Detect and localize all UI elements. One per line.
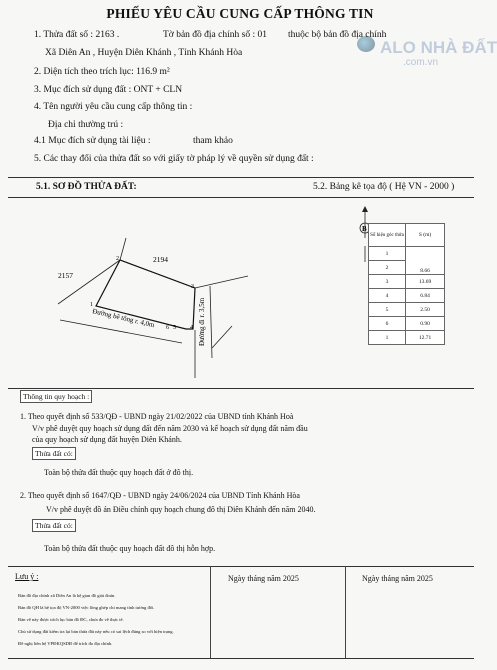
parcel-label-left: 2157 (58, 271, 73, 280)
watermark-domain: .com.vn (403, 57, 439, 68)
coord-point: 3 (369, 275, 406, 289)
coord-distance: 8.66 (406, 247, 445, 275)
vertex-label: 5 (173, 325, 176, 331)
coord-header-distance: S (m) (406, 224, 445, 247)
north-label: B (362, 225, 367, 233)
planning-note-1: Toàn bộ thửa đất thuộc quy hoạch đất ở đô thị. (44, 468, 194, 477)
planning-item-2: 2. Theo quyết định số 1647/QĐ - UBND ngày 24/06/2024 của UBND Tỉnh Khánh Hòa (20, 491, 300, 500)
info-requester: 4. Tên người yêu cầu cung cấp thông tin : (34, 102, 193, 112)
date-line-1: Ngày tháng năm 2025 (228, 574, 299, 583)
info-area: 2. Diện tích theo trích lục: 116.9 m² (34, 67, 170, 77)
vertex-label: 2 (116, 256, 119, 262)
info-purpose-value: tham khảo (193, 136, 233, 146)
parcel-label-top: 2194 (153, 255, 168, 264)
info-purpose-label: 4.1 Mục đích sử dụng tài liệu : (34, 136, 151, 146)
coord-distance: 13.69 (406, 275, 445, 289)
boundary-line (120, 238, 126, 260)
coord-header-point: Số hiệu góc thửa (369, 224, 406, 247)
divider (345, 566, 346, 658)
page-title: PHIẾU YÊU CẦU CUNG CẤP THÔNG TIN (106, 6, 374, 21)
info-parcel-number: 1. Thửa đất số : 2163 . (34, 30, 120, 40)
coord-distance: 2.50 (406, 303, 445, 317)
vertex-label: 3 (191, 284, 194, 290)
info-address: Xã Diên An , Huyện Diên Khánh , Tỉnh Khánh Hòa (45, 48, 243, 58)
section-coord-heading: 5.2. Bảng kê tọa độ ( Hệ VN - 2000 ) (313, 182, 455, 192)
footer-note: Bản đồ địa chính xã Diên An là hệ gian đồ giải đoán. (18, 593, 116, 598)
coord-point: 1 (369, 331, 406, 345)
divider (8, 566, 474, 567)
planning-item-1-desc: của quy hoạch sử dụng đất huyện Diên Khánh. (32, 435, 182, 444)
date-line-2: Ngày tháng năm 2025 (362, 574, 433, 583)
footer-note-label: Lưu ý : (15, 572, 39, 581)
section-diagram-heading: 5.1. SƠ ĐỒ THỬA ĐẤT: (36, 182, 137, 192)
info-map-set: thuộc bộ bản đồ địa chính (288, 30, 387, 40)
divider (8, 388, 474, 389)
info-changes: 5. Các thay đổi của thửa đất so với giấy tờ pháp lý về quyền sử dụng đất : (34, 154, 314, 164)
footer-note: Chủ sử dụng đất kiểm tra lại bản thửa đất này nếu có sai lệch đúng so với hiện trạng. (18, 629, 174, 634)
coord-point: 6 (369, 317, 406, 331)
coordinate-table (368, 223, 445, 345)
vertex-label: 6 (166, 325, 169, 331)
info-map-sheet: Tờ bản đồ địa chính số : 01 (163, 30, 267, 40)
coord-point: 4 (369, 289, 406, 303)
planning-heading: Thông tin quy hoạch : (20, 390, 92, 403)
coord-point: 1 (369, 247, 406, 261)
road-edge (210, 286, 212, 358)
road-edge (212, 326, 232, 348)
info-residence: Địa chỉ thường trú : (48, 120, 124, 130)
coord-distance: 12.71 (406, 331, 445, 345)
coord-distance: 0.90 (406, 317, 445, 331)
coord-distance: 6.84 (406, 289, 445, 303)
watermark-brand: ALO NHÀ ĐẤT (380, 38, 497, 57)
divider (210, 566, 211, 658)
vertex-label: 1 (90, 302, 93, 308)
planning-item-1-desc: V/v phê duyệt quy hoạch sử dụng đất đến năm 2030 và kế hoạch sử dụng đất năm đầu (32, 424, 308, 433)
vertex-label: 4 (190, 325, 193, 331)
divider (8, 658, 474, 659)
planning-item-1: 1. Theo quyết định số 533/QĐ - UBND ngày 21/02/2022 của UBND tỉnh Khánh Hoà (20, 412, 294, 421)
footer-note: Bản vẽ này được trích lục bản đồ ĐC, chưa đo vẽ thực tế. (18, 617, 124, 622)
footer-note: Bản đồ QH là hệ tọa độ VN-2000 việc lồng ghép chỉ mang tính tương đối. (18, 605, 155, 610)
boundary-line (195, 276, 248, 288)
coord-point: 2 (369, 261, 406, 275)
planning-label-2: Thửa đất có: (32, 519, 76, 532)
planning-label-1: Thửa đất có: (32, 447, 76, 460)
road-label-bottom: Đường bê tông r. 4,0m (91, 307, 156, 330)
planning-item-2-desc: V/v phê duyệt đồ án Điều chỉnh quy hoạch chung đô thị Diên Khánh đến năm 2040. (46, 505, 316, 514)
divider (8, 177, 474, 178)
boundary-line (58, 260, 120, 304)
road-label-right: Đường đi r. 3,5m (198, 297, 206, 346)
coord-point: 5 (369, 303, 406, 317)
footer-note: Đề nghị liên hệ VPĐKQSDĐ để trích đo địa chính. (18, 641, 113, 646)
info-land-use: 3. Mục đích sử dụng đất : ONT + CLN (34, 85, 183, 95)
planning-note-2: Toàn bộ thửa đất thuộc quy hoạch đất đô thị hỗn hợp. (44, 544, 216, 553)
